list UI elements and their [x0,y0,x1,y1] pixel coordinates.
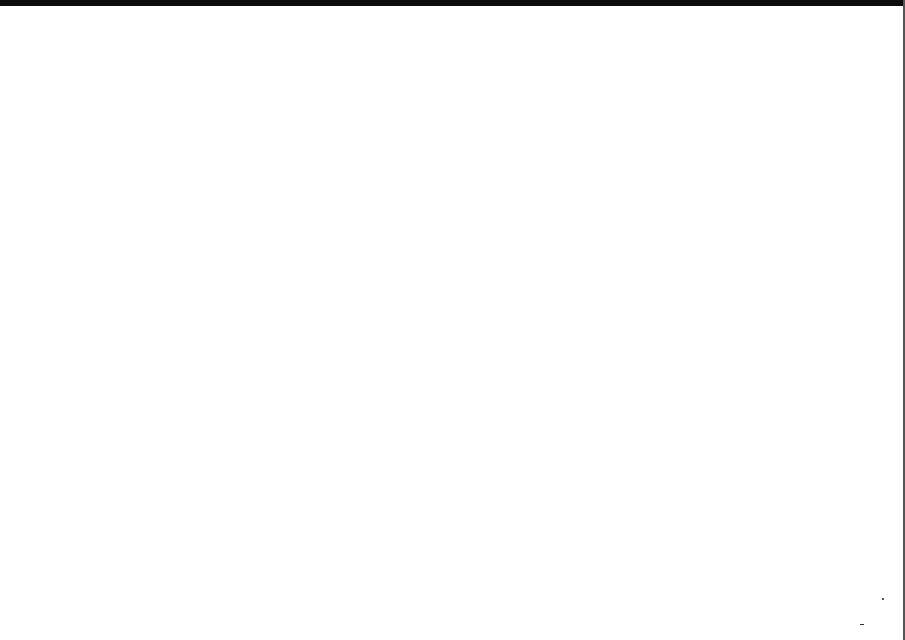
scan-speck [882,598,884,600]
scan-top-edge [0,0,905,6]
scan-speck [860,624,864,625]
